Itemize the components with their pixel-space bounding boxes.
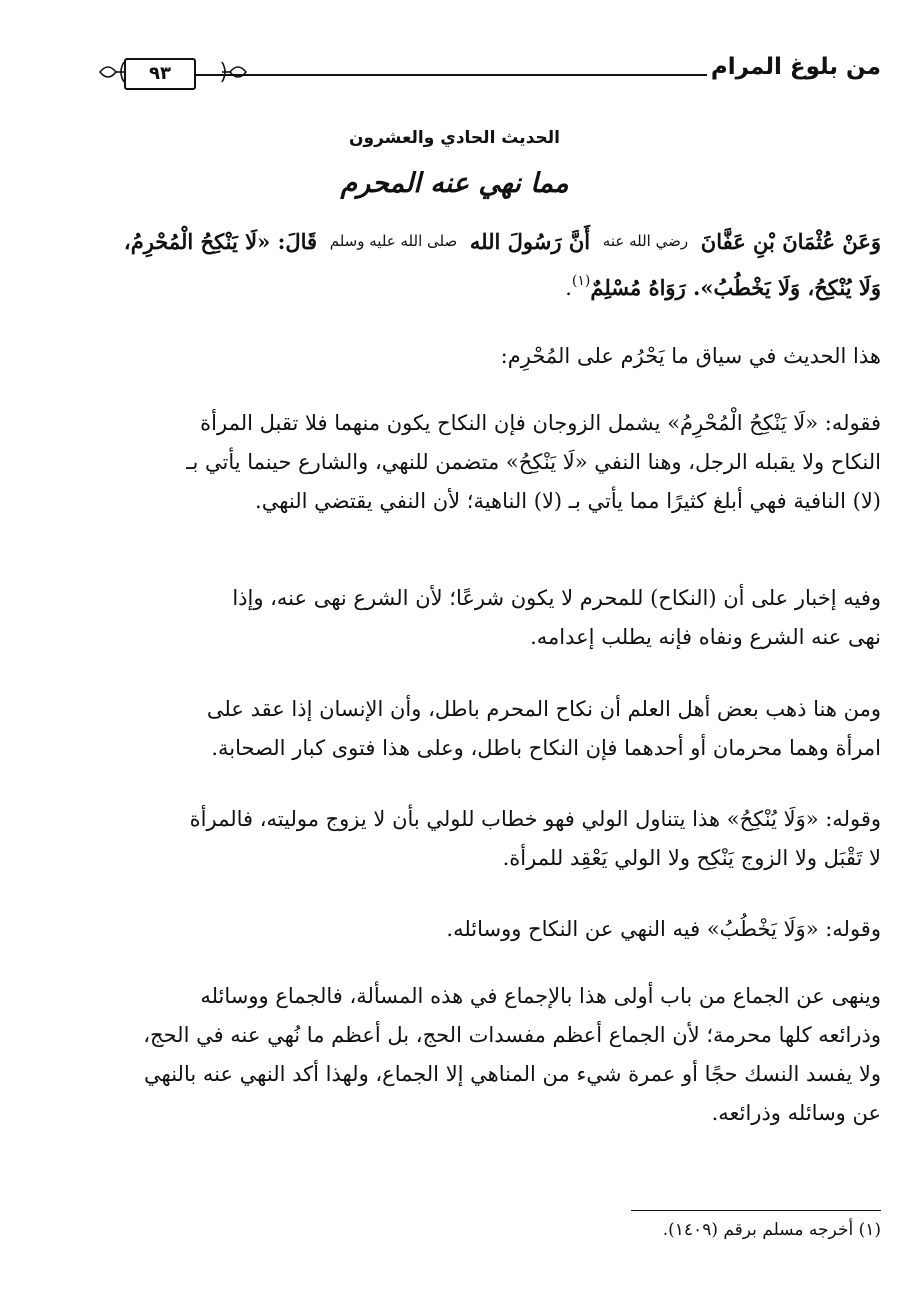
commentary-paragraph (111, 690, 881, 768)
commentary-paragraph (111, 800, 881, 878)
text-line: ومن هنا ذهب بعض أهل العلم أن نكاح المحرم باطل، وأن الإنسان إذا عقد على (206, 697, 881, 721)
text-line: وقوله: «وَلَا يُنْكِحُ» هذا يتناول الولي فهو خطاب للولي بأن لا يزوج موليته، فالمرأة (189, 807, 881, 831)
commentary-paragraph (111, 977, 881, 1133)
salawat-glyph: صلى الله عليه وسلم (329, 232, 458, 250)
text-line: وذرائعه كلها محرمة؛ لأن الجماع أعظم مفسدات الحج، بل أعظم ما نُهي عنه في الحج، (143, 1023, 881, 1047)
hadith-line (111, 222, 881, 262)
text-line: ولا يفسد النسك حجًا أو عمرة شيء من المناهي إلا الجماع، ولهذا أكد النهي عنه بالنهي (144, 1062, 881, 1086)
text-line: فقوله: «لَا يَنْكِحُ الْمُحْرِمُ» يشمل الزوجان فإن النكاح يكون منهما فلا تقبل المرأة (200, 411, 881, 435)
text-line: وقوله: «وَلَا يَخْطُبُ» فيه النهي عن النكاح ووسائله. (446, 917, 881, 941)
hadith-number-heading: الحديث الحادي والعشرون (349, 128, 560, 148)
footnote: (١) أخرجه مسلم برقم (١٤٠٩). (662, 1220, 881, 1240)
commentary-paragraph (111, 337, 881, 376)
hadith-text-fragment: أَنَّ رَسُولَ الله (469, 229, 591, 254)
hadith-text-fragment: وَلَا يُنْكِحُ، وَلَا يَخْطُبُ». رَوَاهُ مُسْلِمٌ (590, 275, 881, 300)
text-line: وينهى عن الجماع من باب أولى هذا بالإجماع في هذه المسألة، فالجماع ووسائله (200, 984, 881, 1008)
text-line: عن وسائله وذرائعه. (711, 1101, 881, 1125)
hadith-line: وَلَا يُنْكِحُ، وَلَا يَخْطُبُ». رَوَاهُ مُسْلِمٌ$^{(١)}$. (565, 273, 881, 300)
hadith-text-fragment: قَالَ: «لَا يَنْكِحُ الْمُحْرِمُ، (123, 229, 318, 254)
hadith-text (111, 222, 881, 308)
footnote-reference: (١) (571, 273, 591, 289)
text-line: وفيه إخبار على أن (النكاح) للمحرم لا يكون شرعًا؛ لأن الشرع نهى عنه، وإذا (232, 586, 881, 610)
text-line: (لا) النافية فهي أبلغ كثيرًا مما يأتي بـ (لا) الناهية؛ لأن النفي يقتضي النهي. (255, 489, 881, 513)
hadith-narrator: وَعَنْ عُثْمَانَ بْنِ عَفَّانَ (700, 229, 881, 254)
page-number: ٩٣ (124, 58, 196, 90)
text-line: نهى عنه الشرع ونفاه فإنه يطلب إعدامه. (530, 625, 881, 649)
footnote-separator (631, 1210, 881, 1211)
book-title: من بلوغ المرام (710, 54, 881, 80)
header-rule (194, 74, 707, 76)
text-line: امرأة وهما محرمان أو أحدهما فإن النكاح باطل، وعلى هذا فتوى كبار الصحابة. (211, 736, 881, 760)
running-header (98, 48, 881, 88)
commentary-paragraph (111, 579, 881, 657)
commentary-paragraph (111, 404, 881, 521)
text-line: النكاح ولا يقبله الرجل، وهنا النفي «لَا يَنْكِحُ» متضمن للنهي، والشارع حينما يأتي بـ (186, 450, 881, 474)
text-line: لا تَقْبَل ولا الزوج يَنْكِح ولا الولي يَعْقِد للمرأة. (502, 846, 881, 870)
commentary-paragraph (111, 910, 881, 949)
text-line: هذا الحديث في سياق ما يَحْرُم على المُحْرِم: (500, 344, 881, 368)
radhiallah-glyph: رضي الله عنه (602, 232, 689, 250)
chapter-title: مما نهي عنه المحرم (340, 168, 569, 199)
